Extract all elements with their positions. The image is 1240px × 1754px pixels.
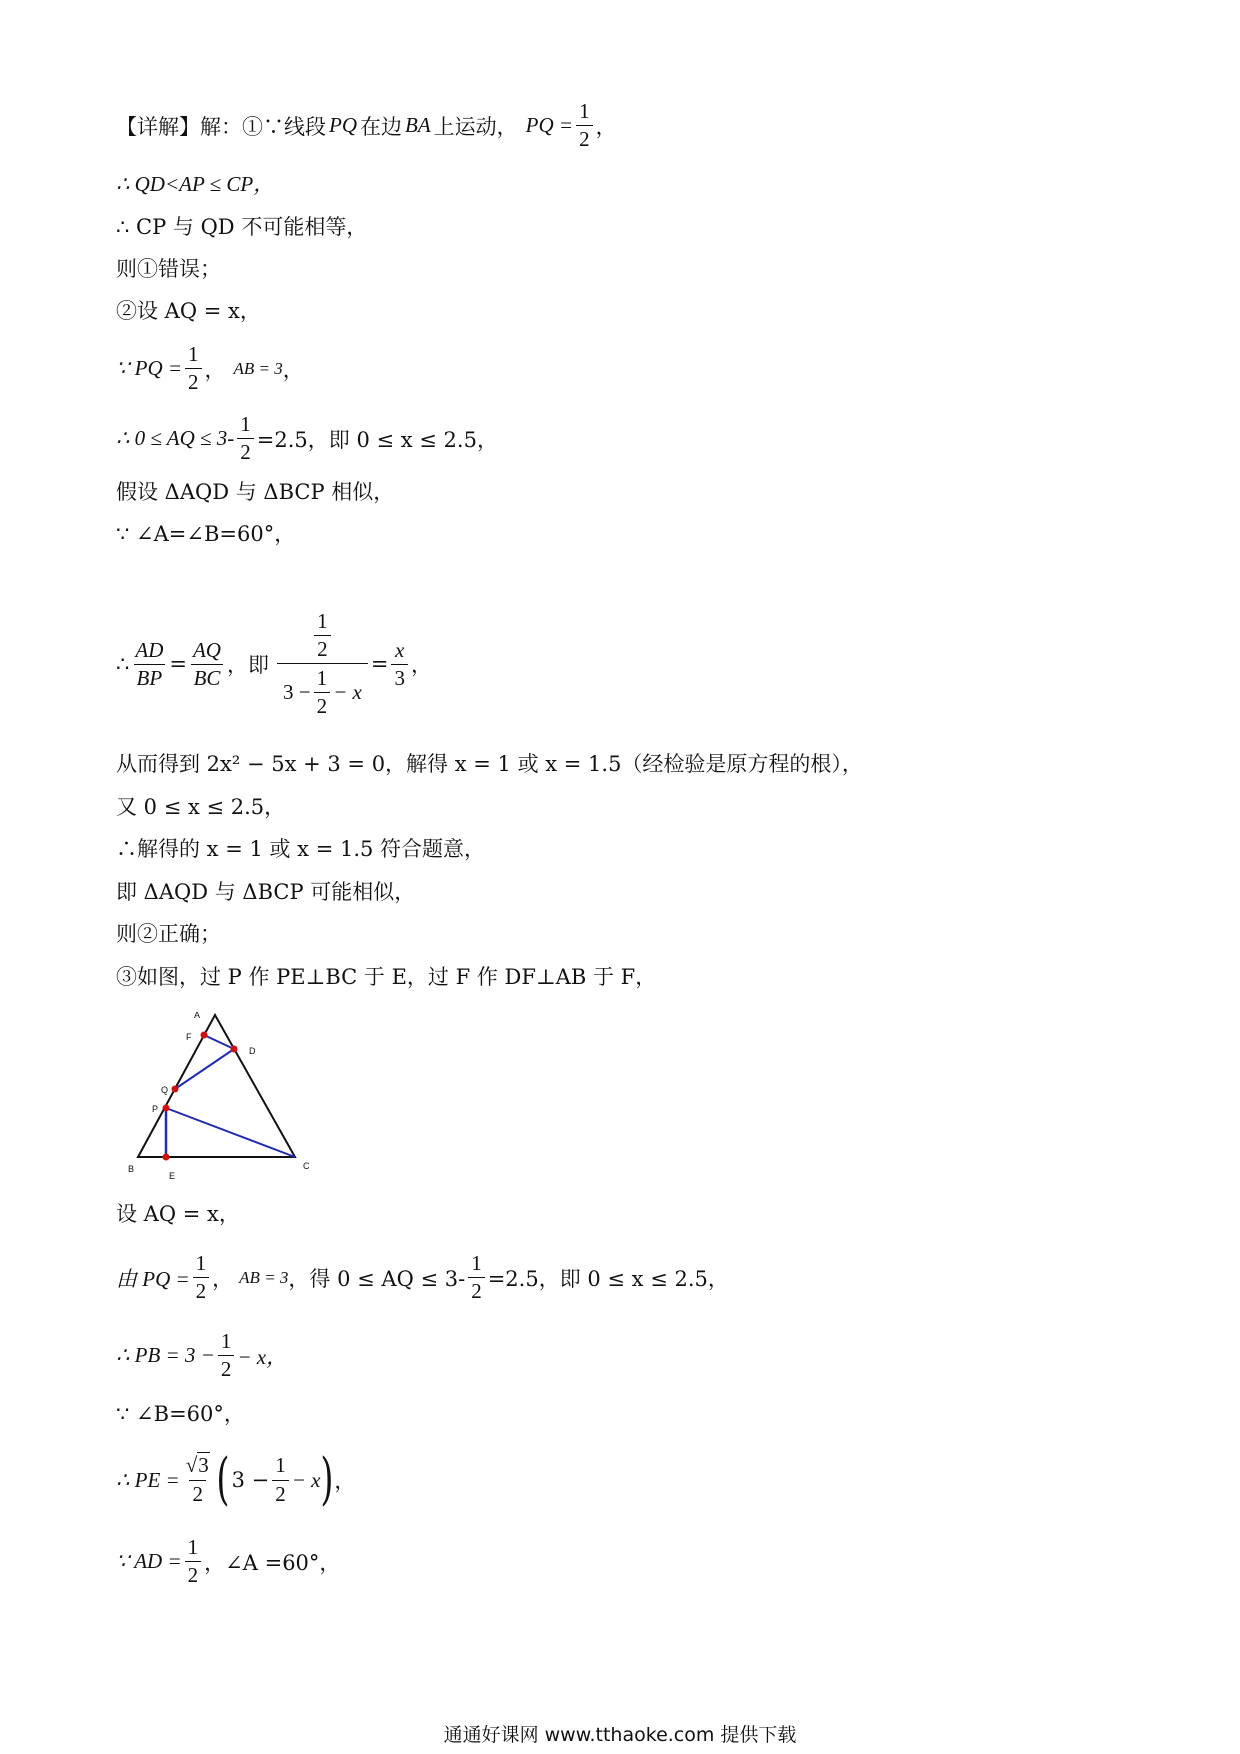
- label-b: B: [128, 1164, 135, 1174]
- point-q: [172, 1086, 179, 1093]
- label-q: Q: [161, 1085, 169, 1095]
- fraction-ad-bp: $\frac{AD}{BP}$: [135, 637, 164, 690]
- line-6: ∵ PQ = $\frac{1}{2}$ ， AB = 3 ，: [116, 342, 304, 395]
- line-20: ∵ ∠B=60°，: [116, 1402, 245, 1426]
- line-5: ②设 AQ = x，: [116, 299, 261, 323]
- fraction-half: $\frac{1}{2}$: [576, 100, 593, 151]
- line-10: ∴ $\frac{AD}{BP}$ = $\frac{AQ}{BC}$ ，即 $\frac{1}{2}$ 3 − $\frac{1}{2}$ − x = $\frac{x}{3}$ ，: [116, 609, 432, 719]
- line-3: ∴ CP 与 QD 不可能相等，: [116, 215, 368, 239]
- detail-label: 【详解】: [116, 114, 200, 139]
- label-c: C: [303, 1161, 310, 1171]
- line-21: ∴ PE = $\frac{√3}{2}$ ( 3 − $\frac{1}{2}$ − x ) ，: [116, 1447, 356, 1512]
- segment-pc: [166, 1108, 295, 1157]
- fraction-half: $\frac{1}{2}$: [193, 1252, 210, 1303]
- fraction-half: $\frac{1}{2}$: [218, 1330, 235, 1381]
- fraction-aq-bc: $\frac{AQ}{BC}$: [190, 639, 224, 690]
- label-e: E: [169, 1171, 176, 1181]
- label-f: F: [186, 1032, 192, 1042]
- line-22: ∵ AD = $\frac{1}{2}$ ，∠A =60°，: [116, 1535, 341, 1588]
- fraction-half: $\frac{1}{2}$: [272, 1454, 289, 1505]
- triangle-figure: [120, 1012, 320, 1182]
- line-17: 设 AQ = x，: [116, 1202, 240, 1226]
- line-1: 【详解】 解：①∵线段 PQ 在边 BA 上运动， PQ = $\frac{1}{2}$ ，: [116, 99, 617, 152]
- label-d: D: [249, 1046, 256, 1056]
- point-d: [231, 1046, 238, 1053]
- point-f: [201, 1032, 208, 1039]
- segment-qd: [175, 1049, 234, 1089]
- fraction-half: $\frac{1}{2}$: [185, 1536, 202, 1587]
- fraction-x-3: $\frac{x}{3}$: [391, 639, 408, 690]
- line-13: ∴解得的 x = 1 或 x = 1.5 符合题意，: [116, 837, 486, 861]
- fraction-half: $\frac{1}{2}$: [468, 1252, 485, 1303]
- line-16: ③如图，过 P 作 PE⊥BC 于 E，过 F 作 DF⊥AB 于 F，: [116, 965, 657, 989]
- point-e: [163, 1154, 170, 1161]
- line-7: ∴ 0 ≤ AQ ≤ 3- $\frac{1}{2}$ =2.5，即 0 ≤ x ≤ 2.5，: [116, 412, 498, 465]
- fraction-root3-over-2: $\frac{√3}{2}$: [185, 1453, 209, 1506]
- line-12: 又 0 ≤ x ≤ 2.5，: [116, 795, 286, 819]
- line-19: ∴ PB = 3 − $\frac{1}{2}$ − x，: [116, 1329, 288, 1382]
- line-11: 从而得到 2x² − 5x + 3 = 0，解得 x = 1 或 x = 1.5（经检验是原方程的根），: [116, 752, 863, 776]
- line-2: ∴ QD<AP ≤ CP，: [116, 172, 275, 196]
- fraction-half: $\frac{1}{2}$: [185, 343, 202, 394]
- label-p: P: [152, 1104, 159, 1114]
- footer-source: 通通好课网 www.tthaoke.com 提供下载: [443, 1724, 797, 1746]
- line-8: 假设 ΔAQD 与 ΔBCP 相似，: [116, 480, 395, 504]
- line-15: 则②正确；: [116, 922, 221, 946]
- label-a: A: [194, 1012, 201, 1020]
- line-14: 即 ΔAQD 与 ΔBCP 可能相似，: [116, 880, 416, 904]
- compound-fraction: $\frac{1}{2}$ 3 − $\frac{1}{2}$ − x: [277, 610, 368, 718]
- line-4: 则①错误；: [116, 257, 221, 281]
- point-p: [163, 1105, 170, 1112]
- fraction-half: $\frac{1}{2}$: [237, 413, 254, 464]
- line-9: ∵ ∠A=∠B=60°，: [116, 522, 296, 546]
- line-18: 由 PQ = $\frac{1}{2}$ ， AB = 3 ，得 0 ≤ AQ ≤ 3- $\frac{1}{2}$ =2.5，即 0 ≤ x ≤ 2.5，: [116, 1251, 729, 1304]
